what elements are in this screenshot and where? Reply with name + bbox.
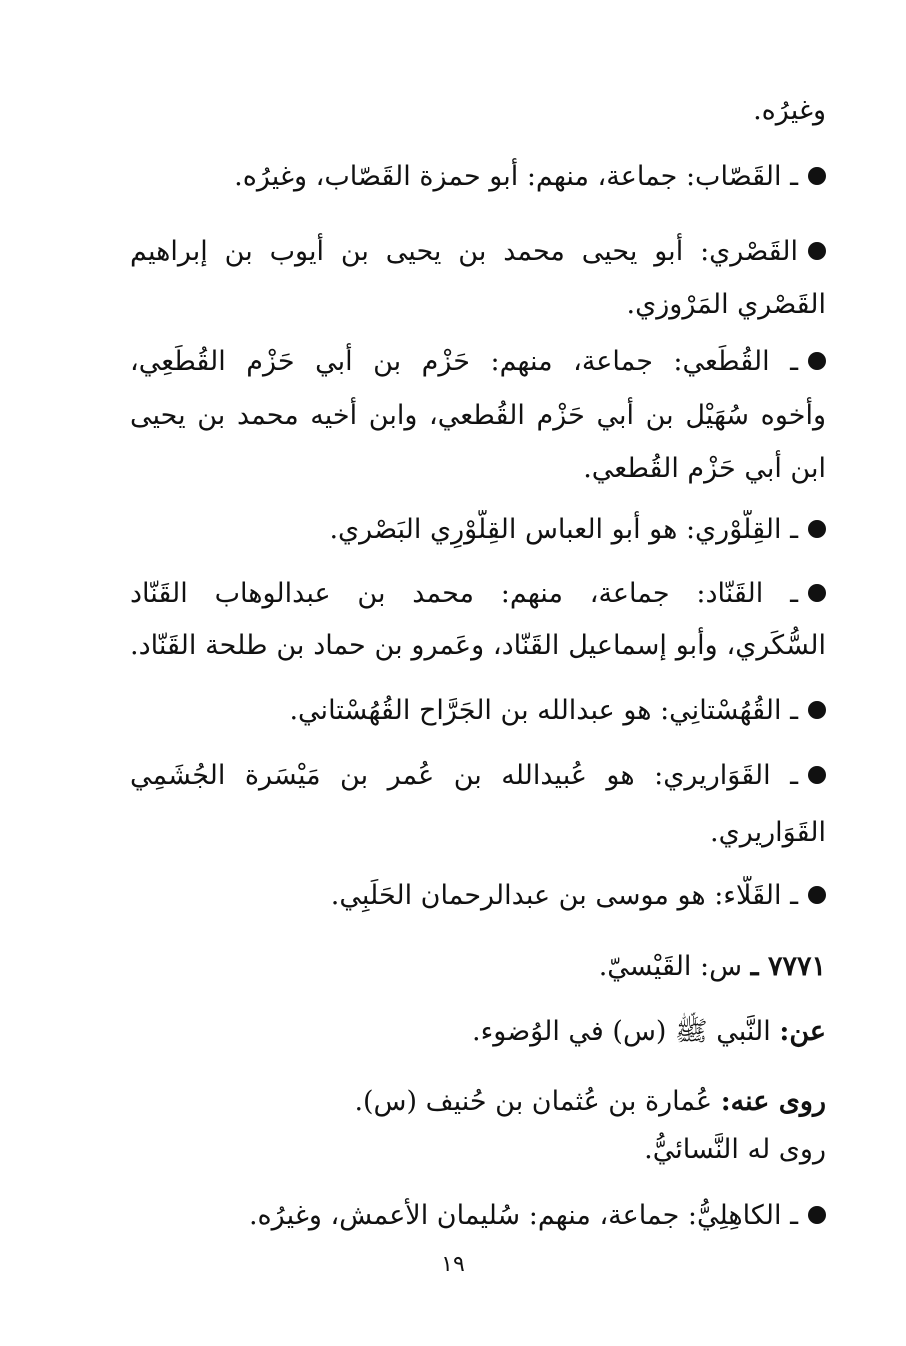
entry-qasri: القَصْري: أبو يحيى محمد بن يحيى بن أيوب بن إبراهيم — [130, 232, 826, 272]
entry-number: ٧٧٧١ ـ — [750, 951, 826, 982]
bullet-icon — [808, 1206, 826, 1224]
bullet-icon — [808, 766, 826, 784]
text-line: ابن أبي حَزْم القُطعي. — [583, 453, 826, 484]
bullet-icon — [808, 242, 826, 260]
bullet-icon — [808, 584, 826, 602]
bullet-icon — [808, 701, 826, 719]
bullet-icon — [808, 886, 826, 904]
text-line: وأخوه سُهَيْل بن أبي حَزْم القُطعي، وابن أخيه محمد بن يحيى — [130, 400, 826, 431]
an-label: عن: — [779, 1016, 826, 1047]
text-line: القَوَاريري. — [709, 817, 826, 848]
entry-7771-qaysi: ٧٧٧١ ـ س: القَيْسيّ. — [598, 951, 826, 982]
narrated-from: عن: النَّبي ﷺ (س) في الوُضوء. — [472, 1016, 826, 1047]
text-line: القَصْري المَرْوزي. — [626, 289, 826, 320]
text-line: وغيرُه. — [753, 95, 826, 126]
text-line: السُّكَري، وأبو إسماعيل القَنّاد، وعَمرو بن حماد بن طلحة القَنّاد. — [130, 630, 826, 661]
narrated-by: روى عنه: عُمارة بن عُثمان بن حُنيف (س). — [354, 1086, 826, 1117]
entry-qalla: ـ القَلّاء: هو موسى بن عبدالرحمان الحَلَبِي. — [130, 876, 826, 916]
bullet-icon — [808, 167, 826, 185]
page-number: ١٩ — [441, 1252, 465, 1277]
entry-quhustani: ـ القُهُسْتانِي: هو عبدالله بن الجَرَّاح القُهُسْتاني. — [130, 691, 826, 731]
entry-qutai: ـ القُطَعي: جماعة، منهم: حَزْم بن أبي حَزْم القُطَعِي، — [130, 342, 826, 382]
rawa-anhu-label: روى عنه: — [720, 1086, 826, 1117]
entry-kahili: ـ الكاهِلِيُّ: جماعة، منهم: سُليمان الأعمش، وغيرُه. — [130, 1196, 826, 1236]
bullet-icon — [808, 520, 826, 538]
entry-qawariri: ـ القَوَاريري: هو عُبيدالله بن عُمر بن مَيْسَرة الجُشَمِي — [130, 756, 826, 796]
entry-qallawri: ـ القِلَّوْري: هو أبو العباس القِلَّوْرِي البَصْري. — [130, 510, 826, 550]
entry-qannad: ـ القَنّاد: جماعة، منهم: محمد بن عبدالوهاب القَنّاد — [130, 574, 826, 614]
text-line: روى له النَّسائيُّ. — [644, 1134, 826, 1165]
entry-qassab: ـ القَصّاب: جماعة، منهم: أبو حمزة القَصّاب، وغيرُه. — [130, 157, 826, 197]
bullet-icon — [808, 352, 826, 370]
